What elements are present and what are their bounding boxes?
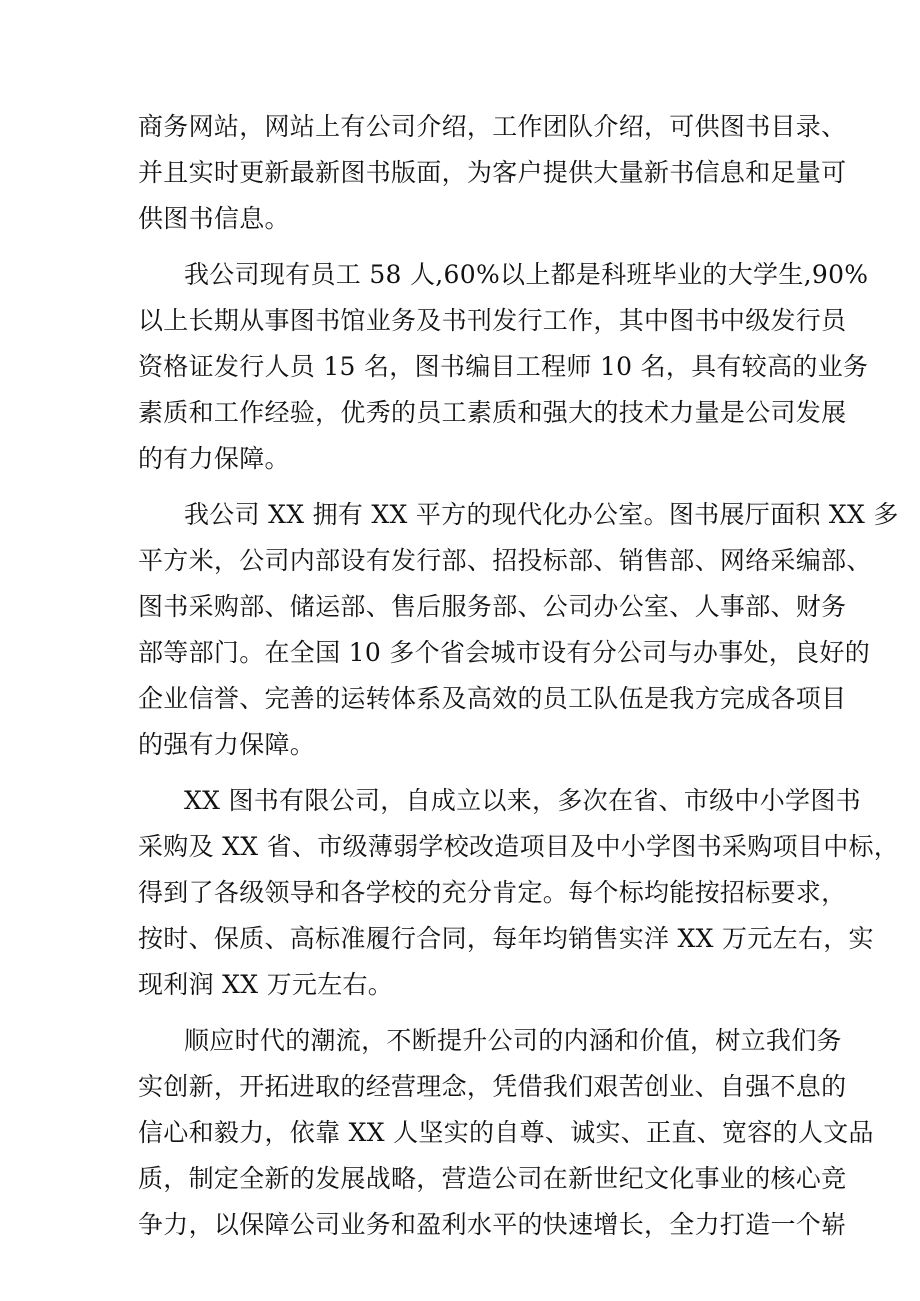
text-line: 平方米，公司内部设有发行部、招投标部、销售部、网络采编部、 bbox=[138, 546, 872, 575]
paragraph-5 bbox=[138, 1018, 874, 1248]
paragraph-4 bbox=[138, 778, 900, 1008]
text-line: 部等部门。在全国 10 多个省会城市设有分公司与办事处，良好的 bbox=[138, 638, 871, 667]
text-line: 按时、保质、高标准履行合同，每年均销售实洋 XX 万元左右，实 bbox=[138, 924, 874, 953]
text-line: 采购及 XX 省、市级薄弱学校改造项目及中小学图书采购项目中标， bbox=[138, 832, 900, 861]
text-line: 我公司 XX 拥有 XX 平方的现代化办公室。图书展厅面积 XX 多 bbox=[184, 500, 899, 529]
text-line: 实创新，开拓进取的经营理念，凭借我们艰苦创业、自强不息的 bbox=[138, 1072, 847, 1101]
text-line: 以上长期从事图书馆业务及书刊发行工作，其中图书中级发行员 bbox=[138, 306, 847, 335]
paragraph-spacer bbox=[138, 482, 798, 492]
text-line: 信心和毅力，依靠 XX 人坚实的自尊、诚实、正直、宽容的人文品 bbox=[138, 1118, 874, 1147]
text-line: 现利润 XX 万元左右。 bbox=[138, 970, 394, 999]
paragraph-3 bbox=[138, 492, 899, 768]
text-line: XX 图书有限公司，自成立以来，多次在省、市级中小学图书 bbox=[184, 786, 861, 815]
text-line: 我公司现有员工 58 人,60%以上都是科班毕业的大学生,90% bbox=[184, 260, 869, 289]
text-line: 的强有力保障。 bbox=[138, 730, 316, 759]
text-line: 供图书信息。 bbox=[138, 204, 290, 233]
text-line: 图书采购部、储运部、售后服务部、公司办公室、人事部、财务 bbox=[138, 592, 847, 621]
text-line: 质，制定全新的发展战略，营造公司在新世纪文化事业的核心竞 bbox=[138, 1164, 847, 1193]
paragraph-spacer bbox=[138, 768, 798, 778]
text-line: 商务网站，网站上有公司介绍，工作团队介绍，可供图书目录、 bbox=[138, 112, 847, 141]
document-body bbox=[138, 104, 900, 1248]
text-line: 的有力保障。 bbox=[138, 444, 290, 473]
paragraph-2 bbox=[138, 252, 869, 482]
paragraph-spacer bbox=[138, 1008, 798, 1018]
text-line: 企业信誉、完善的运转体系及高效的员工队伍是我方完成各项目 bbox=[138, 684, 847, 713]
text-line: 并且实时更新最新图书版面，为客户提供大量新书信息和足量可 bbox=[138, 158, 847, 187]
text-line: 顺应时代的潮流，不断提升公司的内涵和价值，树立我们务 bbox=[184, 1026, 842, 1055]
text-line: 争力，以保障公司业务和盈利水平的快速增长，全力打造一个崭 bbox=[138, 1210, 847, 1239]
paragraph-spacer bbox=[138, 242, 798, 252]
paragraph-1 bbox=[138, 104, 847, 242]
text-line: 素质和工作经验，优秀的员工素质和强大的技术力量是公司发展 bbox=[138, 398, 847, 427]
text-line: 资格证发行人员 15 名，图书编目工程师 10 名，具有较高的业务 bbox=[138, 352, 869, 381]
text-line: 得到了各级领导和各学校的充分肯定。每个标均能按招标要求， bbox=[138, 878, 847, 907]
